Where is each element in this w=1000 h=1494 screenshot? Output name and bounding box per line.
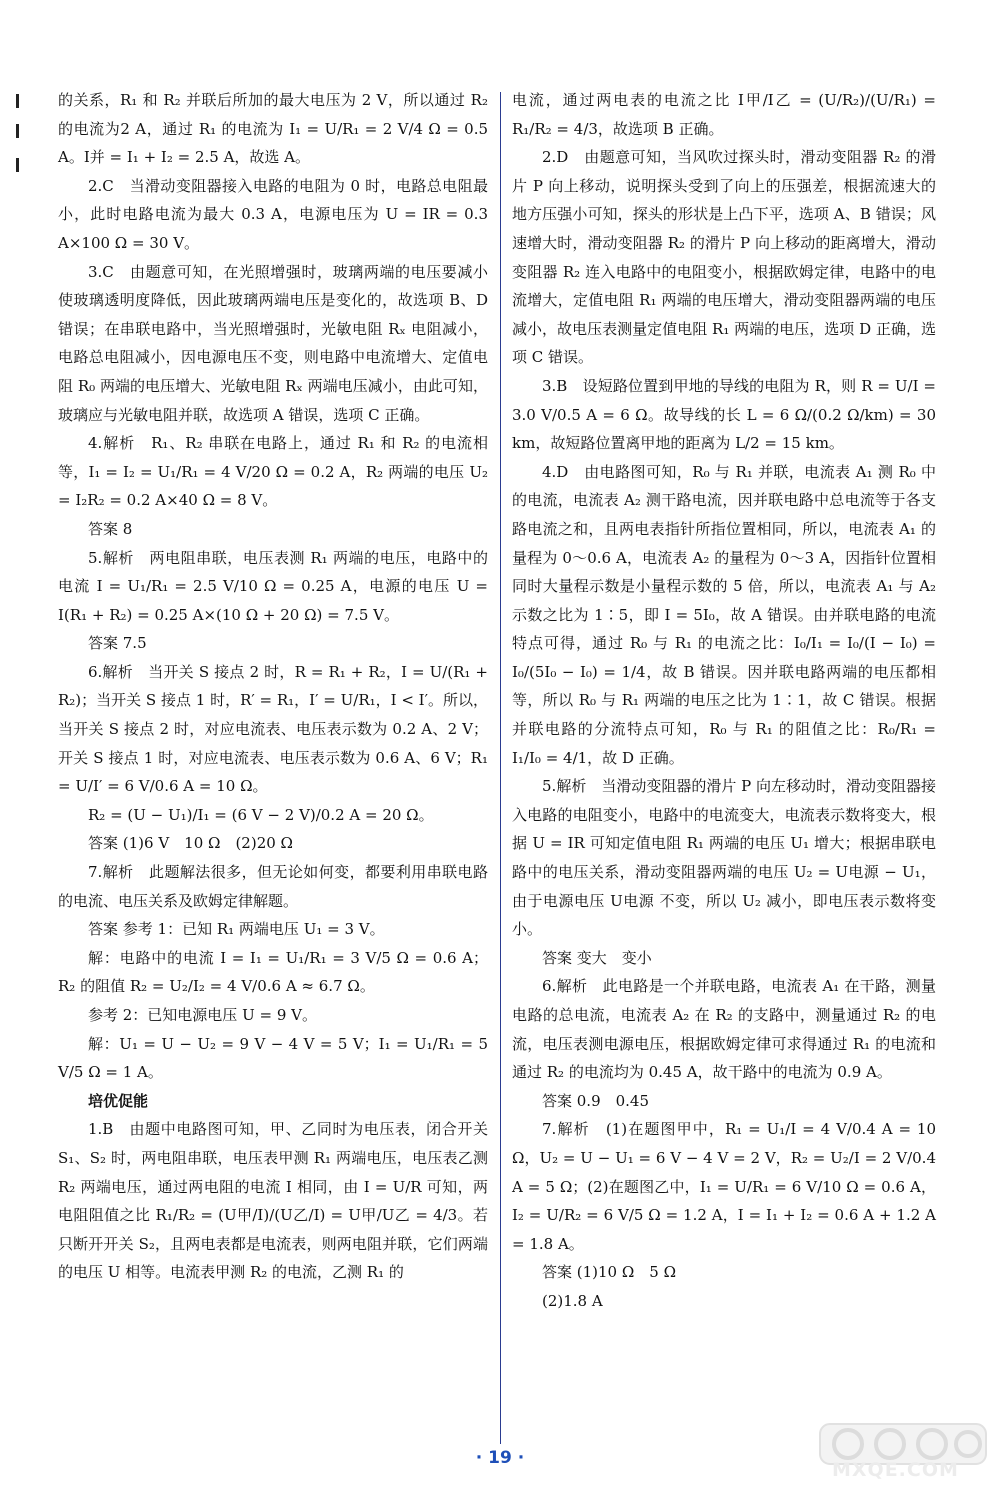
paragraph: 电流，通过两电表的电流之比 I甲/I乙 = (U/R₂)/(U/R₁) = R₁/R₂ = 4/3，故选项 B 正确。 bbox=[512, 91, 936, 138]
paragraph: 4.D 由电路图可知，R₀ 与 R₁ 并联，电流表 A₁ 测 R₀ 中的电流，电流表 A₂ 测干路电流，因并联电路中总电流等于各支路电流之和，且两电表指针所指位置相同，所以，电流表 A₁ 的量程为 0～0.6 A，电流表 A₂ 的量程为 0～3 A，因指针位置相同时大量程示数是小量程示数的 5 倍，所以，电流表 A₁ 与 A₂ 示数之比为 1∶5，即 I = 5I₀，故 A 错误。由并联电路的电流特点可得，通过 R₀ 与 R₁ 的电流之比：I₀/I₁ = I₀/(I − I₀) = I₀/(5I₀ − I₀) = 1/4，故 B 错误。因并联电路两端的电压都相等，所以 R₀ 与 R₁ 两端的电压之比为 1∶1，故 C 错误。根据并联电路的分流特点可知，R₀ 与 R₁ 的阻值之比：R₀/R₁ = I₁/I₀ = 4/1，故 D 正确。 bbox=[512, 462, 936, 767]
page-number: · 19 · bbox=[475, 1448, 525, 1468]
paragraph: 答案 (1)6 V 10 Ω (2)20 Ω bbox=[88, 834, 293, 853]
column-divider bbox=[500, 92, 501, 1444]
paragraph: 1.B 由题中电路图可知，甲、乙同时为电压表，闭合开关 S₁、S₂ 时，两电阻串联，电压表甲测 R₁ 两端电压，电压表乙测 R₂ 两端电压，通过两电阻的电流 I 相同，由 I = U/R 可知，两电阻阻值之比 R₁/R₂ = (U甲/I)/(U乙/I) = U甲/U乙 = 4/3。若只断开开关 S₂，且两电表都是电流表，则两电阻并联，它们两端的电压 U 相等。电流表甲测 R₂ 的电流，乙测 R₁ 的 bbox=[58, 1120, 488, 1282]
paragraph: 7.解析 (1)在题图甲中，R₁ = U₁/I = 4 V/0.4 A = 10 Ω，U₂ = U − U₁ = 6 V − 4 V = 2 V，R₂ = U₂/I = 2 V/0.4 A = 5 Ω；(2)在题图乙中，I₁ = U/R₁ = 6 V/10 Ω = 0.6 A，I₂ = U/R₂ = 6 V/5 Ω = 1.2 A，I = I₁ + I₂ = 0.6 A + 1.2 A = 1.8 A。 bbox=[512, 1120, 936, 1253]
paragraph: 5.解析 当滑动变阻器的滑片 P 向左移动时，滑动变阻器接入电路的电阻变小，电路中的电流变大，电流表示数将变大，根据 U = IR 可知定值电阻 R₁ 两端的电压 U₁ 增大；根据串联电路中的电压关系，滑动变阻器两端的电压 U₂ = U电源 − U₁，由于电源电压 U电源 不变，所以 U₂ 减小，即电压表示数将变小。 bbox=[512, 777, 936, 939]
paragraph: 4.解析 R₁、R₂ 串联在电路上，通过 R₁ 和 R₂ 的电流相等，I₁ = I₂ = U₁/R₁ = 4 V/20 Ω = 0.2 A，R₂ 两端的电压 U₂ = I₂R₂ = 0.2 A×40 Ω = 8 V。 bbox=[58, 434, 488, 510]
paragraph: 的关系，R₁ 和 R₂ 并联后所加的最大电压为 2 V，所以通过 R₂ 的电流为2 A，通过 R₁ 的电流为 I₁ = U/R₁ = 2 V/4 Ω = 0.5 A。I并 = I₁ + I₂ = 2.5 A，故选 A。 bbox=[58, 91, 488, 167]
paragraph: 6.解析 此电路是一个并联电路，电流表 A₁ 在干路，测量电路的总电流，电流表 A₂ 在 R₂ 的支路中，测量通过 R₂ 的电流，电压表测电源电压，根据欧姆定律可求得通过 R₁ 的电流和通过 R₂ 的电流均为 0.45 A，故干路中的电流为 0.9 A。 bbox=[512, 977, 936, 1082]
margin-mark bbox=[16, 158, 19, 172]
paragraph: 3.C 由题意可知，在光照增强时，玻璃两端的电压要减小使玻璃透明度降低，因此玻璃两端电压是变化的，故选项 B、D 错误；在串联电路中，当光照增强时，光敏电阻 Rₓ 电阻减小，电路总电阻减小，因电源电压不变，则电路中电流增大、定值电阻 R₀ 两端的电压增大、光敏电阻 Rₓ 两端电压减小，由此可知，玻璃应与光敏电阻并联，故选项 A 错误，选项 C 正确。 bbox=[58, 262, 488, 424]
right-column bbox=[512, 86, 936, 1316]
paragraph: R₂ = (U − U₁)/I₁ = (6 V − 2 V)/0.2 A = 20 Ω。 bbox=[88, 805, 434, 824]
paragraph: 6.解析 当开关 S 接点 2 时，R = R₁ + R₂，I = U/(R₁ + R₂)；当开关 S 接点 1 时，R′ = R₁，I′ = U/R₁，I < I′。所以，当开关 S 接点 2 时，对应电流表、电压表示数为 0.2 A、2 V；开关 S 接点 1 时，对应电流表、电压表示数为 0.6 A、6 V；R₁ = U/I′ = 6 V/0.6 A = 10 Ω。 bbox=[58, 662, 488, 796]
left-column bbox=[58, 86, 488, 1287]
margin-mark bbox=[16, 94, 19, 108]
paragraph: 答案 0.9 0.45 bbox=[542, 1091, 650, 1110]
paragraph: 2.D 由题意可知，当风吹过探头时，滑动变阻器 R₂ 的滑片 P 向上移动，说明探头受到了向上的压强差，根据流速大的地方压强小可知，探头的形状是上凸下平，选项 A、B 错误；风速增大时，滑动变阻器 R₂ 的滑片 P 向上移动的距离增大，滑动变阻器 R₂ 连入电路中的电阻变小，根据欧姆定律，电路中的电流增大，定值电阻 R₁ 两端的电压增大，滑动变阻器两端的电压减小，故电压表测量定值电阻 R₁ 两端的电压，选项 D 正确，选项 C 错误。 bbox=[512, 148, 936, 367]
paragraph: 培优促能 bbox=[88, 1091, 149, 1110]
paragraph: 参考 2：已知电源电压 U = 9 V。 bbox=[88, 1006, 317, 1024]
margin-mark bbox=[16, 124, 19, 138]
watermark-text: MXQE.COM bbox=[832, 1459, 959, 1481]
paragraph: 3.B 设短路位置到甲地的导线的电阻为 R，则 R = U/I = 3.0 V/0.5 A = 6 Ω。故导线的长 L = 6 Ω/(0.2 Ω/km) = 30 km，故短路位置离甲地的距离为 L/2 = 15 km。 bbox=[512, 376, 936, 453]
paragraph: 答案 变大 变小 bbox=[542, 948, 652, 967]
paragraph: 2.C 当滑动变阻器接入电路的电阻为 0 时，电路总电阻最小，此时电路电流为最大 0.3 A，电源电压为 U = IR = 0.3 A×100 Ω = 30 V。 bbox=[58, 176, 488, 252]
paragraph: 答案 7.5 bbox=[88, 634, 147, 653]
paragraph: 解：电路中的电流 I = I₁ = U₁/R₁ = 3 V/5 Ω = 0.6 A；R₂ 的阻值 R₂ = U₂/I₂ = 4 V/0.6 A ≈ 6.7 Ω。 bbox=[58, 948, 488, 996]
paragraph: 解：U₁ = U − U₂ = 9 V − 4 V = 5 V；I₁ = U₁/R₁ = 5 V/5 Ω = 1 A。 bbox=[58, 1034, 488, 1082]
paragraph: (2)1.8 A bbox=[542, 1291, 603, 1310]
paragraph: 5.解析 两电阻串联，电压表测 R₁ 两端的电压，电路中的电流 I = U₁/R₁ = 2.5 V/10 Ω = 0.25 A，电源的电压 U = I(R₁ + R₂) = 0.25 A×(10 Ω + 20 Ω) = 7.5 V。 bbox=[58, 548, 488, 624]
paragraph: 答案 参考 1：已知 R₁ 两端电压 U₁ = 3 V。 bbox=[88, 920, 385, 939]
paragraph: 7.解析 此题解法很多，但无论如何变，都要利用串联电路的电流、电压关系及欧姆定律解题。 bbox=[58, 863, 488, 910]
paragraph: 答案 (1)10 Ω 5 Ω bbox=[542, 1263, 677, 1282]
paragraph: 答案 8 bbox=[88, 519, 133, 538]
